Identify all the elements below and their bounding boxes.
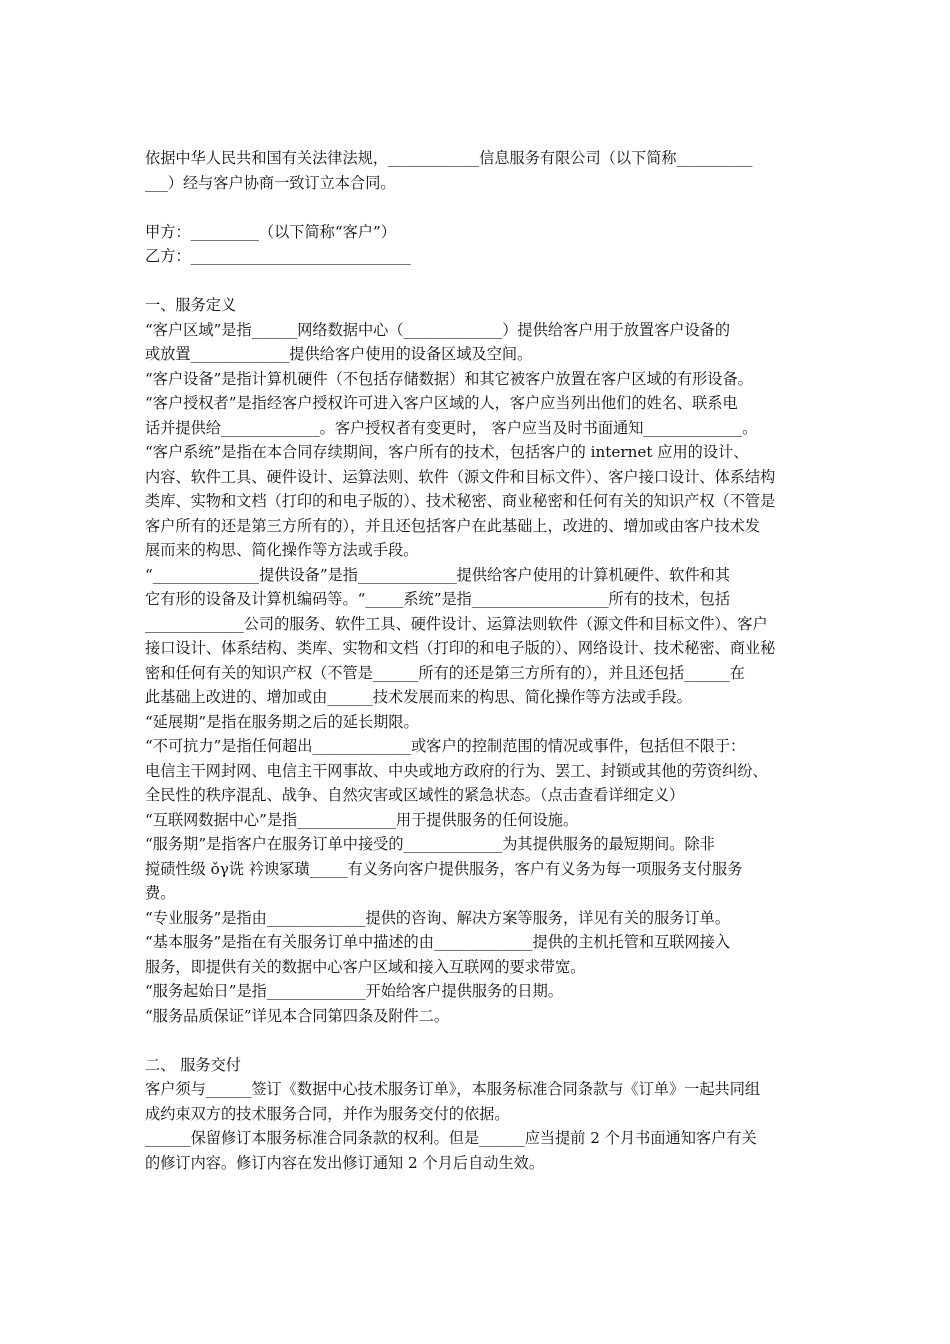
section-1-line: 客户所有的还是第三方所有的），并且还包括客户在此基础上，改进的、增加或由客户技术发 [145,516,761,535]
section-1-line: 全民性的秩序混乱、战争、自然灾害或区域性的紧急状态。（点击查看详细定义） [145,786,685,804]
section-2-line: 客户须与______签订《数据中心技术服务订单》，本服务标准合同条款与《订单》一起共同组 [145,1080,761,1098]
section-1-line: “服务起始日”是指_____________开始给客户提供服务的日期。 [145,982,563,1000]
intro-line-1: 依据中华人民共和国有关法律法规，____________信息服务有限公司（以下简称__________ [145,149,753,167]
contract-page [145,146,815,1175]
section-1-line: “客户设备”是指计算机硬件（不包括存储数据）和其它被客户放置在客户区域的有形设备。 [145,369,753,388]
spacer [145,1028,815,1053]
section-2-line: ______保留修订本服务标准合同条款的权利。但是______应当提前 2 个月书面通知客户有关 [145,1129,757,1147]
section-1-line: “专业服务”是指由_____________提供的咨询、解决方案等服务，详见有关的服务订单。 [145,908,731,927]
section-1-line: “客户区域”是指______网络数据中心（_____________）提供给客户用于放置客户设备的 [145,320,731,339]
party-a-line: 甲方：_________（以下简称“客户”） [145,222,396,241]
section-1-line: 费。 [145,884,176,902]
section-1-heading: 一、服务定义 [145,296,237,314]
section-1-line: “______________提供设备”是指_____________提供给客户使用的计算机硬件、软件和其 [145,565,731,584]
section-1-line: 密和任何有关的知识产权（不管是______所有的还是第三方所有的），并且还包括______在 [145,663,745,682]
section-1-line: 或放置_____________提供给客户使用的设备区域及空间。 [145,345,533,363]
section-2-line: 成约束双方的技术服务合同，并作为服务交付的依据。 [145,1104,510,1123]
intro-line-2: ___）经与客户协商一致订立本合同。 [145,173,396,192]
party-b-line: 乙方：_____________________________ [145,247,411,265]
section-1-line: 展而来的构思、简化操作等方法或手段。 [145,541,419,559]
section-1-line: “客户授权者”是指经客户授权许可进入客户区域的人，客户应当列出他们的姓名、联系电 [145,394,738,412]
section-2-line: 的修订内容。修订内容在发出修订通知 2 个月后自动生效。 [145,1153,545,1172]
section-1-line: 搅碛性级 ǒγ诜 衿谀冢璜_____有义务向客户提供服务，客户有义务为每一项服务支付服务 [145,859,743,878]
section-1-line: “服务品质保证”详见本合同第四条及附件二。 [145,1006,450,1025]
spacer [145,269,815,294]
section-1-line: 它有形的设备及计算机编码等。“_____系统”是指__________________所有的技术，包括 [145,590,731,608]
section-1-line: “延展期”是指在服务期之后的延长期限。 [145,712,419,731]
section-1-line: _____________公司的服务、软件工具、硬件设计、运算法则软件（源文件和目标文件）、客户 [145,614,768,633]
spacer [145,195,815,220]
section-1-line: “客户系统”是指在本合同存续期间，客户所有的技术，包括客户的 internet 应用的设计、 [145,443,749,461]
section-1-line: “基本服务”是指在有关服务订单中描述的由_____________提供的主机托管和互联网接入 [145,933,731,951]
section-1-line: 接口设计、体系结构、类库、实物和文档（打印的和电子版的）、网络设计、技术秘密、商业秘 [145,639,776,657]
section-1-line: 内容、软件工具、硬件设计、运算法则、软件（源文件和目标文件）、客户接口设计、体系结构 [145,467,776,486]
section-1-line: 话并提供给_____________。客户授权者有变更时， 客户应当及时书面通知_____________。 [145,418,758,437]
section-1-line: “服务期”是指客户在服务订单中接受的_____________为其提供服务的最短期间。除非 [145,835,715,853]
section-1-line: 服务，即提供有关的数据中心客户区域和接入互联网的要求带宽。 [145,957,586,976]
section-1-line: 电信主干网封网、电信主干网事故、中央或地方政府的行为、罢工、封锁或其他的劳资纠纷、 [145,761,768,780]
section-1-line: 此基础上改进的、增加或由______技术发展而来的构思、简化操作等方法或手段。 [145,688,692,706]
section-1-line: “不可抗力”是指任何超出_____________或客户的控制范围的情况或事件，包括但不限于： [145,737,746,755]
section-1-line: 类库、实物和文档（打印的和电子版的）、技术秘密、商业秘密和任何有关的知识产权（不管是 [145,492,776,510]
section-2-heading: 二、 服务交付 [145,1055,241,1074]
section-1-line: “互联网数据中心”是指_____________用于提供服务的任何设施。 [145,810,579,829]
